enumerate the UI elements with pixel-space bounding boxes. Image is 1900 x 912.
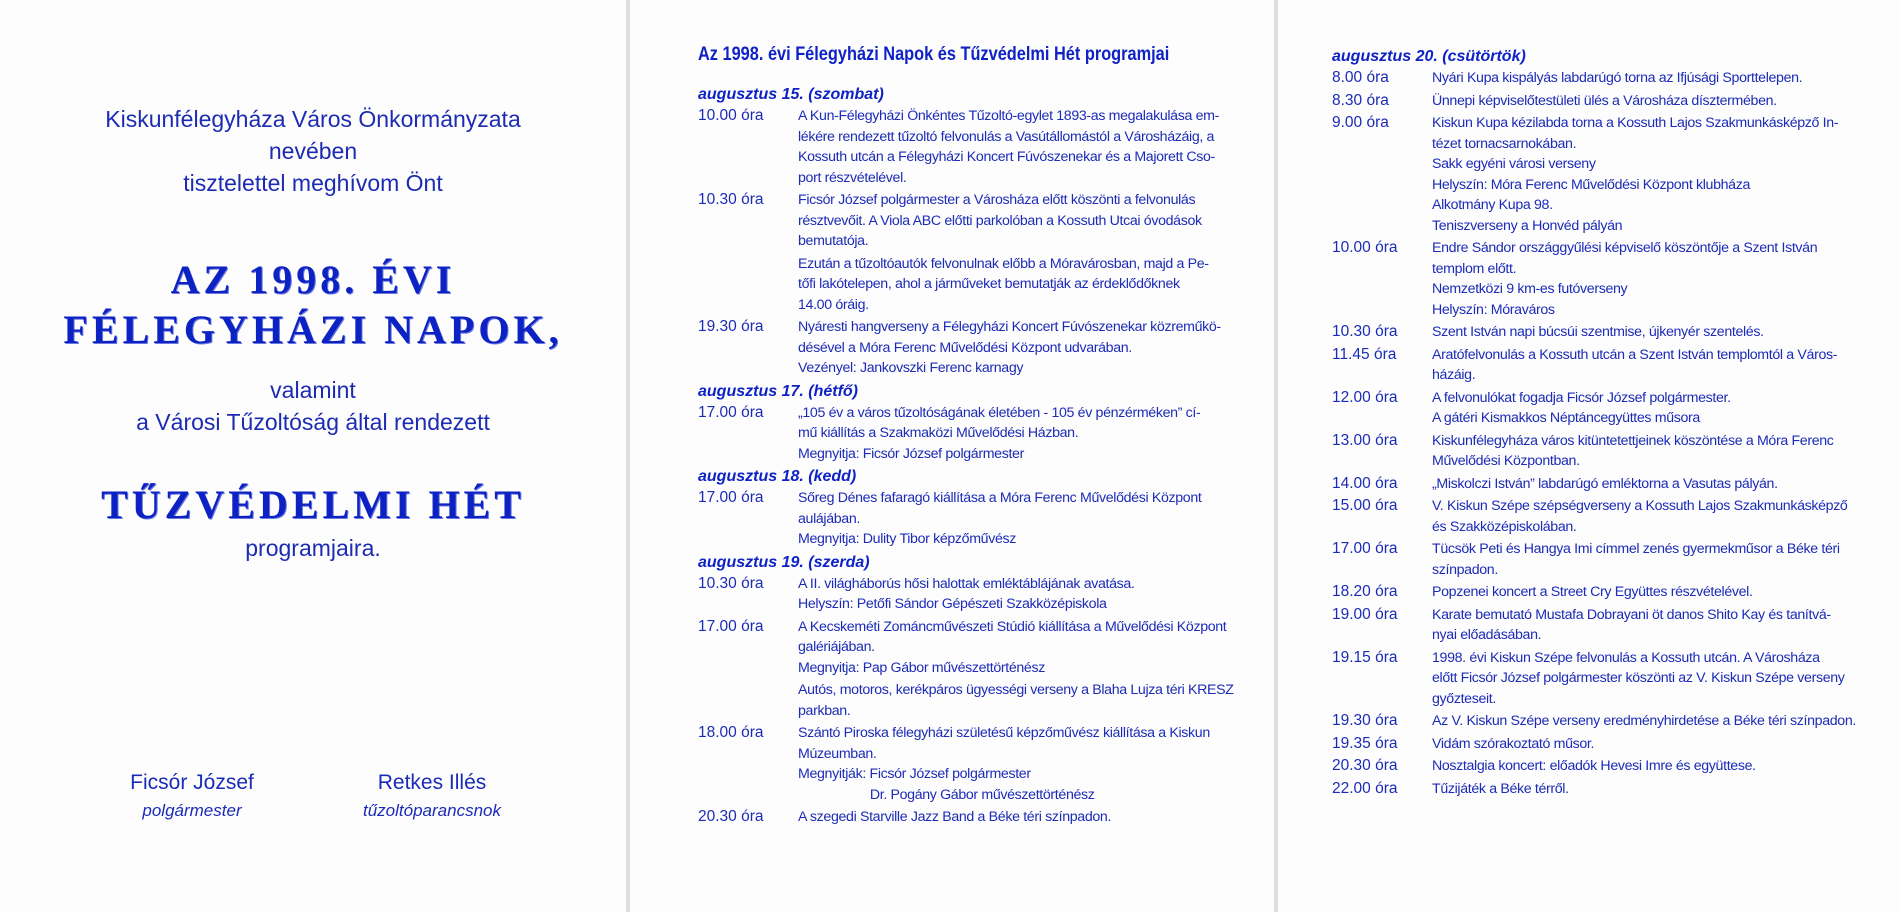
event-row [1332,388,1892,429]
event-description [1432,238,1892,320]
event-time: 17.00 óra [1332,540,1398,557]
event-line: győzteseit. [1432,690,1496,707]
event-time: 22.00 óra [1332,779,1398,797]
event-line: A felvonulókat fogadja Ficsór József polgármester. [1432,389,1731,406]
event-row [1332,779,1892,800]
event-line: lékére rendezett tűzoltó felvonulás a Vasútállomástól a Városházáig, a [798,128,1215,145]
event-line: Az V. Kiskun Szépe verseny eredményhirdetése a Béke téri színpadon. [1432,713,1856,729]
event-line: Ficsór József polgármester a Városháza előtt köszönti a felvonulás [798,192,1196,208]
event-time: 19.35 óra [1332,734,1398,752]
event-title-line: AZ 1998. ÉVI [170,257,456,302]
event-description [798,488,1264,550]
event-line: tézet tornacsarnokában. [1432,135,1577,152]
event-description [798,317,1264,379]
event-description [798,190,1264,252]
event-line: színpadon. [1432,561,1498,578]
event-line: Dr. Pogány Gábor művészettörténész [798,786,1095,803]
schedule-left [698,82,1264,830]
event-line: port részvételével. [798,169,907,186]
signature-name: Retkes Illés [377,771,487,794]
event-row [1332,345,1892,386]
event-row [698,254,1264,316]
event-description [798,574,1264,615]
event-line: A gátéri Kismakkos Néptáncegyüttes műsora [1432,410,1700,426]
event-line: Tücsök Peti és Hangya Imi címmel zenés gyermekműsor a Béke téri [1432,541,1840,557]
event-description [1432,388,1892,429]
signature-mayor [62,768,322,824]
signature-role: tűzoltóparancsnok [363,801,501,820]
event-description [1432,711,1892,732]
event-description [798,807,1264,828]
schedule-right [1332,44,1892,801]
event-time: 15.00 óra [1332,497,1398,514]
event-line: Sőreg Dénes fafaragó kiállítása a Móra Ferenc Művelődési Központ [798,490,1202,506]
middle-line: a Városi Tűzoltóság által rendezett [136,409,490,435]
event-row [698,574,1264,615]
event-line: templom előtt. [1432,260,1517,277]
event-row [1332,91,1892,112]
event-row [698,106,1264,188]
event-line: Vidám szórakoztató műsor. [1432,735,1595,752]
event-line: bemutatója. [798,233,869,249]
event-line: 1998. évi Kiskun Szépe felvonulás a Kossuth utcán. A Városháza [1432,649,1820,666]
intro-line: Kiskunfélegyháza Város Önkormányzata [105,106,521,132]
event-line: Karate bemutató Mustafa Dobrayani öt danos Shito Kay és tanítvá- [1432,606,1831,623]
event-line: „Miskolczi István” labdarúgó emléktorna a Vasutas pályán. [1432,475,1778,492]
event-description [798,723,1264,805]
event-line: Kossuth utcán a Félegyházi Koncert Fúvószenekar és a Majorett Cso- [798,149,1215,165]
event-line: Alkotmány Kupa 98. [1432,197,1553,213]
event-description [798,617,1264,679]
event-line: Popzenei koncert a Street Cry Együttes részvételével. [1432,584,1753,600]
event-description [1432,779,1892,800]
event-line: résztvevőit. A Viola ABC előtti parkolóban a Kossuth Utcai óvodások [798,212,1202,229]
middle-line: valamint [270,377,356,403]
event-description [798,106,1264,188]
event-description [1432,539,1892,580]
event-time: 10.00 óra [698,107,764,124]
event-time: 14.00 óra [1332,474,1398,492]
event-line: Ezután a tűzoltóautók felvonulnak előbb a Móravárosban, majd a Pe- [798,255,1209,272]
event-row [1332,474,1892,495]
event-time: 10.00 óra [1332,239,1398,256]
event-line: házáig. [1432,367,1476,383]
event-time: 10.30 óra [698,191,764,208]
day-heading: augusztus 20. (csütörtök) [1332,48,1526,65]
closing-text: programjaira. [245,535,381,561]
event-row [1332,648,1892,710]
invitation-panel [0,0,626,912]
event-row [1332,322,1892,343]
event-line: Megnyitja: Ficsór József polgármester [798,445,1024,462]
signature-role: polgármester [142,801,242,820]
subtitle: TŰZVÉDELMI HÉT [101,482,525,527]
event-time: 9.00 óra [1332,114,1389,131]
event-row [698,317,1264,379]
program-panel-left [630,0,1274,912]
intro-line: nevében [268,138,358,164]
event-time: 19.30 óra [698,318,764,335]
event-time: 10.30 óra [1332,323,1398,340]
event-description [1432,648,1892,710]
event-title-line: FÉLEGYHÁZI NAPOK, [63,307,563,352]
event-line: nyai előadásában. [1432,627,1542,643]
event-row [1332,496,1892,537]
event-line: tőfi lakótelepen, ahol a járműveket bemutatják az érdeklődőknek [798,276,1180,292]
event-time: 18.20 óra [1332,583,1398,600]
event-line: Helyszín: Móra Ferenc Művelődési Központ klubháza [1432,176,1750,193]
event-line: mű kiállítás a Szakmaközi Művelődési Házban. [798,425,1079,441]
event-time: 20.30 óra [698,808,764,825]
event-description [1432,322,1892,343]
event-description [1432,756,1892,777]
event-description [1432,113,1892,236]
event-line: parkban. [798,702,851,719]
event-description [1432,496,1892,537]
event-row [1332,431,1892,472]
event-row [1332,756,1892,777]
event-line: Nyáresti hangverseny a Félegyházi Koncert Fúvószenekar közreműkö- [798,319,1221,335]
event-time: 17.00 óra [698,403,764,421]
event-line: Aratófelvonulás a Kossuth utcán a Szent István templomtól a Város- [1432,346,1838,363]
event-row [1332,734,1892,755]
event-line: Teniszverseny a Honvéd pályán [1432,217,1623,234]
day-heading: augusztus 15. (szombat) [698,86,884,103]
event-time: 10.30 óra [698,574,764,592]
event-line: A Kecskeméti Zománcművészeti Stúdió kiállítása a Művelődési Központ [798,618,1227,635]
event-line: Sakk egyéni városi verseny [1432,156,1596,172]
event-line: Helyszín: Móraváros [1432,301,1555,318]
event-row [698,680,1264,721]
event-time: 11.45 óra [1332,345,1397,363]
event-line: Művelődési Központban. [1432,453,1580,469]
event-description [798,680,1264,721]
day-heading: augusztus 19. (szerda) [698,553,870,571]
event-time: 19.30 óra [1332,712,1398,729]
event-time: 13.00 óra [1332,431,1398,449]
event-time: 18.00 óra [698,724,764,741]
event-row [698,807,1264,828]
event-line: désével a Móra Ferenc Művelődési Központ udvarában. [798,339,1132,356]
event-row [698,190,1264,252]
event-line: galériájában. [798,639,875,655]
event-line: Ünnepi képviselőtestületi ülés a Városháza dísztermében. [1432,92,1777,109]
event-row [698,723,1264,805]
event-time: 17.00 óra [698,489,764,506]
day-heading: augusztus 18. (kedd) [698,468,857,485]
event-description [1432,734,1892,755]
invitation-intro [0,103,626,199]
event-time: 12.00 óra [1332,388,1398,406]
event-row [698,403,1264,465]
event-row [698,617,1264,679]
event-line: Endre Sándor országgyűlési képviselő köszöntője a Szent István [1432,240,1818,256]
event-description [1432,431,1892,472]
event-time: 20.30 óra [1332,757,1398,774]
event-time: 17.00 óra [698,617,764,635]
event-description [798,403,1264,465]
event-line: előtt Ficsór József polgármester köszönti az V. Kiskun Szépe verseny [1432,670,1845,686]
event-line: aulájában. [798,510,860,527]
event-line: Vezényel: Jankovszki Ferenc karnagy [798,360,1024,376]
event-description [1432,91,1892,112]
program-panel-right [1278,0,1900,912]
event-line: Nemzetközi 9 km-es futóverseny [1432,281,1628,297]
event-description [1432,474,1892,495]
event-row [1332,539,1892,580]
signature-fire-chief [302,768,562,824]
event-row [1332,711,1892,732]
event-time [698,680,798,721]
event-line: Megnyitja: Dulity Tibor képzőművész [798,531,1016,547]
intro-line: tisztelettel meghívom Önt [183,170,443,196]
event-line: A II. világháborús hősi halottak emléktáblájának avatása. [798,575,1135,592]
event-description [1432,582,1892,603]
event-line: Tűzijáték a Béke térről. [1432,780,1569,797]
event-line: Megnyitja: Pap Gábor művészettörténész [798,659,1045,676]
signature-name: Ficsór József [130,771,254,794]
event-row [1332,68,1892,89]
event-row [1332,582,1892,603]
event-line: Autós, motoros, kerékpáros ügyességi verseny a Blaha Lujza téri KRESZ [798,682,1234,698]
event-line: Megnyitják: Ficsór József polgármester [798,766,1031,782]
event-row [1332,113,1892,236]
event-row [1332,605,1892,646]
event-time: 8.30 óra [1332,91,1389,109]
event-line: Szántó Piroska félegyházi születésű képzőművész kiállítása a Kiskun [798,725,1210,741]
day-heading: augusztus 17. (hétfő) [698,382,859,400]
event-description [1432,68,1892,89]
event-line: 14.00 óráig. [798,296,869,313]
event-line: Kiskunfélegyháza város kitüntetettjeinek köszöntése a Móra Ferenc [1432,432,1834,449]
event-line: és Szakközépiskolában. [1432,518,1577,535]
event-line: V. Kiskun Szépe szépségverseny a Kossuth Lajos Szakmunkásképző [1432,498,1848,514]
event-line: Szent István napi búcsúi szentmise, újkenyér szentelés. [1432,324,1764,340]
event-line: A szegedi Starville Jazz Band a Béke téri színpadon. [798,809,1112,825]
event-line: Múzeumban. [798,745,877,762]
event-description [798,254,1264,316]
event-time: 19.15 óra [1332,648,1398,666]
event-time: 19.00 óra [1332,605,1398,623]
event-description [1432,345,1892,386]
invitation-middle [0,374,626,438]
event-line: Kiskun Kupa kézilabda torna a Kossuth Lajos Szakmunkásképző In- [1432,115,1839,131]
event-line: Nyári Kupa kispályás labdarúgó torna az Ifjúsági Sporttelepen. [1432,70,1803,86]
event-line: „105 év a város tűzoltóságának életében - 105 év pénzérméken” cí- [798,404,1201,421]
event-title [0,255,626,355]
event-row [1332,238,1892,320]
event-line: Nosztalgia koncert: előadók Hevesi Imre és együttese. [1432,758,1756,774]
event-line: Helyszín: Petőfi Sándor Gépészeti Szakközépiskola [798,596,1107,612]
event-time [698,254,798,316]
event-row [698,488,1264,550]
program-title: Az 1998. évi Félegyházi Napok és Tűzvédelmi Hét programjai [698,44,1170,65]
event-time: 8.00 óra [1332,69,1389,86]
event-description [1432,605,1892,646]
event-line: A Kun-Félegyházi Önkéntes Tűzoltó-egylet 1893-as megalakulása em- [798,108,1219,124]
